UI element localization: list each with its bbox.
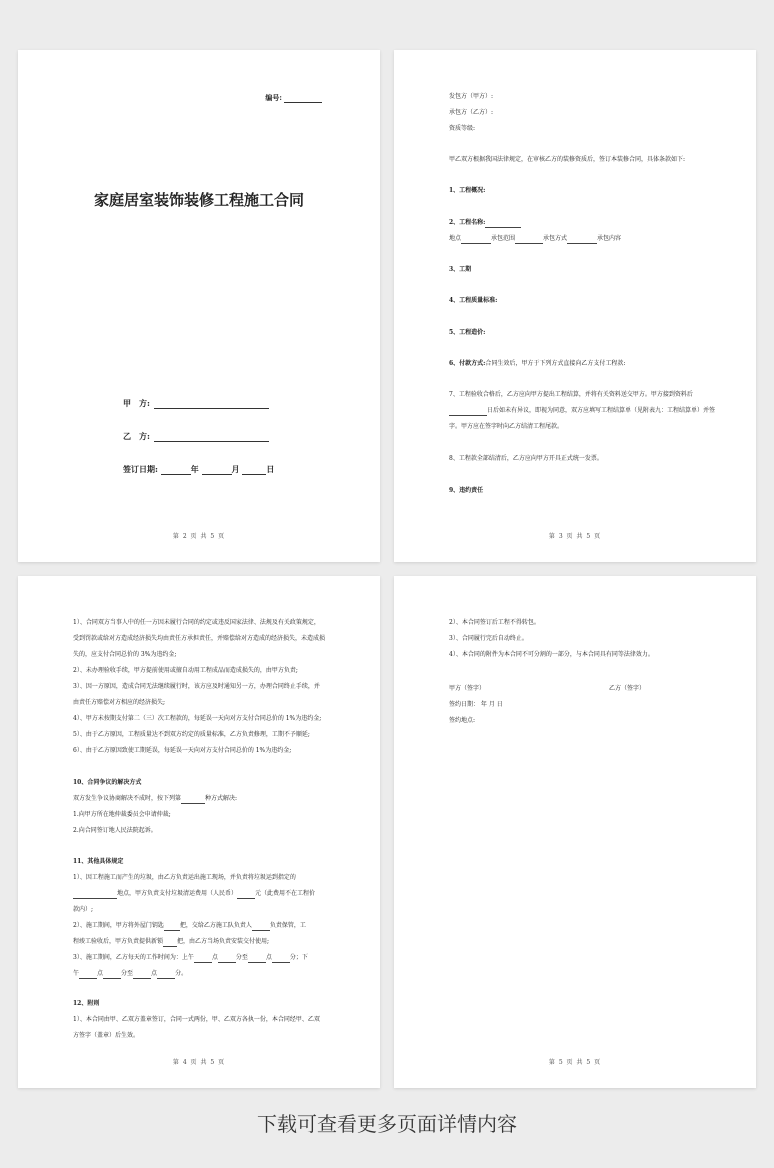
text-line: 1）、因工程施工而产生的垃圾，由乙方负责运出施工现场，并负责将垃圾运到指定的 — [73, 874, 296, 881]
text-line: 资质等级: — [449, 125, 476, 132]
inline-text: 点 — [265, 954, 272, 961]
inline-text: 把，交给乙方施工队负责人 — [179, 922, 252, 929]
text-line — [73, 969, 187, 979]
inline-text: 分至 — [121, 970, 134, 977]
party-a-row — [123, 398, 269, 409]
section-heading: 1、工程概况: — [449, 187, 486, 194]
text-line: 失的，应支付合同总价的 3%为违约金; — [73, 651, 177, 658]
text-line — [449, 234, 621, 244]
inline-text: 合同生效后，甲方于下列方式直接向乙方支付工程款: — [485, 360, 626, 367]
day-blank[interactable] — [242, 466, 266, 475]
place-blank[interactable] — [73, 891, 117, 899]
party-a-blank[interactable] — [154, 400, 269, 409]
time-blank[interactable] — [79, 971, 97, 979]
section-heading-text: 2、工程名称: — [449, 219, 486, 226]
page-footer: 第 5 页 共 5 页 — [548, 1059, 602, 1066]
party-a-signature: 甲方（签字） — [449, 685, 486, 692]
text-line: 5）、由于乙方原因，工程质量达不到双方约定的质量标准，乙方负责修理，工期不予顺延; — [73, 731, 310, 738]
party-b-signature: 乙方（签字） — [609, 685, 646, 692]
text-line: 款内）; — [73, 906, 94, 913]
contract-number-blank[interactable] — [284, 102, 322, 103]
text-line: 2.向合同签订地人民法院起诉。 — [73, 827, 157, 834]
text-line: 承包方（乙方）: — [449, 109, 494, 116]
inline-label: 承包范围 — [491, 235, 516, 242]
inline-text: 双方发生争议协商解决不成时，按下列第 — [73, 795, 182, 802]
year-label: 年 — [190, 464, 199, 474]
inline-text: 分。 — [175, 970, 188, 977]
text-line — [73, 921, 306, 931]
day-label: 日 — [266, 464, 275, 474]
party-a-label: 甲 方: — [123, 398, 150, 408]
inline-text: 2）、施工期间，甲方将外屋门钥匙 — [73, 922, 164, 929]
text-line — [73, 794, 237, 804]
text-line: 受到罚款或给对方造成经济损失均由责任方承担责任，并赔偿给对方造成的经济损失，未造成损 — [73, 635, 326, 642]
time-blank[interactable] — [157, 971, 175, 979]
days-blank[interactable] — [449, 408, 487, 416]
inline-label: 地点 — [449, 235, 462, 242]
inline-text: 元（此费用不在工程价 — [255, 890, 316, 897]
page-4 — [18, 576, 380, 1088]
party-b-blank[interactable] — [154, 433, 269, 442]
sign-date: 签约日期： 年 月 日 — [449, 701, 503, 708]
inline-text: 点 — [211, 954, 218, 961]
text-line: 6）、由于乙方原因致使工期延误，每延误一天向对方支付合同总价的 1%为违约金; — [73, 747, 292, 754]
text-line: 8、工程款全部结清后，乙方应向甲方开具正式统一发票。 — [449, 455, 603, 462]
inline-text: 分；下 — [289, 954, 308, 961]
option-blank[interactable] — [181, 796, 205, 804]
inline-text: 分至 — [235, 954, 248, 961]
text-line: 字。甲方应在签字时向乙方结清工程尾款。 — [449, 423, 564, 430]
time-blank[interactable] — [103, 971, 121, 979]
inline-text: 午 — [73, 970, 80, 977]
sign-date-label: 签订日期: — [123, 464, 158, 474]
sign-date-row — [123, 464, 274, 475]
page-5 — [394, 576, 756, 1088]
text-line — [449, 359, 625, 369]
text-line — [73, 953, 308, 963]
section-heading: 10、合同争议的解决方式 — [73, 779, 142, 786]
location-blank[interactable] — [461, 236, 491, 244]
section-heading — [449, 218, 521, 228]
page-footer: 第 2 页 共 5 页 — [172, 533, 226, 540]
page-title: 家庭居室装饰装修工程施工合同 — [93, 191, 304, 209]
inline-text: 日后如未有异议，即视为同意，双方应填写工程结算单（见附表九：工程结算单）并签 — [487, 407, 716, 414]
contract-number — [265, 93, 322, 103]
keeper-blank[interactable] — [252, 923, 270, 931]
text-line: 4）、本合同的附件为本合同不可分割的一部分，与本合同具有同等法律效力。 — [449, 651, 654, 658]
text-line: 甲乙双方根据我国法律规定，在审核乙方的装修资质后，签订本装修合同，具体条款如下: — [449, 156, 686, 163]
section-heading: 3、工期 — [449, 266, 472, 273]
download-caption: 下载可查看更多页面详情内容 — [257, 1112, 517, 1136]
inline-text: 把，由乙方当场负责安装交付使用; — [177, 938, 270, 945]
text-line: 方签字（盖章）后生效。 — [73, 1032, 140, 1039]
method-blank[interactable] — [567, 236, 597, 244]
inline-text: 3）、施工期间，乙方每天的工作时间为：上午 — [73, 954, 194, 961]
text-line: 由责任方赔偿对方相应的经济损失; — [73, 699, 166, 706]
time-blank[interactable] — [248, 955, 266, 963]
amount-blank[interactable] — [237, 891, 255, 899]
text-line — [449, 406, 715, 416]
section-heading: 9、违约责任 — [449, 487, 484, 494]
inline-label: 承包方式 — [543, 235, 568, 242]
section-heading: 5、工程造价: — [449, 329, 486, 336]
time-blank[interactable] — [272, 955, 290, 963]
locks-blank[interactable] — [163, 939, 177, 947]
text-line: 3）、合同履行完后自动终止。 — [449, 635, 528, 642]
time-blank[interactable] — [218, 955, 236, 963]
text-line: 发包方（甲方）: — [449, 93, 494, 100]
text-line: 2）、未办理验收手续，甲方提前使用或擅自动用工程成品而造成损失的，由甲方负责; — [73, 667, 298, 674]
sign-place: 签约地点: — [449, 717, 476, 724]
keys-blank[interactable] — [164, 923, 180, 931]
inline-text: 地点，甲方负责支付垃圾清运费用（人民币） — [117, 890, 238, 897]
month-blank[interactable] — [202, 466, 232, 475]
party-b-row — [123, 431, 269, 442]
inline-text: 点 — [151, 970, 158, 977]
text-line: 1）、合同双方当事人中的任一方因未履行合同的约定或违反国家法律、法规及有关政策规定， — [73, 619, 320, 626]
text-line: 3）、因一方原因，造成合同无法继续履行时，该方应及时通知另一方，办理合同终止手续，并 — [73, 683, 320, 690]
section-heading: 12、附则 — [73, 1000, 100, 1007]
section-heading: 11、其他具体规定 — [73, 858, 124, 865]
scope-blank[interactable] — [515, 236, 543, 244]
year-blank[interactable] — [161, 466, 191, 475]
section-heading: 4、工程质量标准: — [449, 297, 498, 304]
section-heading-text: 6、付款方式: — [449, 360, 486, 367]
inline-text: 程竣工验收后，甲方负责提供新锁 — [73, 938, 164, 945]
text-line: 2）、本合同签订后工程不得转包。 — [449, 619, 540, 626]
text-line: 1）、本合同由甲、乙双方盖章签订，合同一式两份，甲、乙双方各执一份，本合同经甲、乙双 — [73, 1016, 320, 1023]
page-footer: 第 4 页 共 5 页 — [172, 1059, 226, 1066]
time-blank[interactable] — [194, 955, 212, 963]
text-line — [73, 937, 269, 947]
contract-number-label: 编号: — [265, 93, 282, 102]
page-cover — [18, 50, 380, 562]
text-line: 4）、甲方未按期支付第二（三）次工程款的，每延误一天向对方支付合同总价的 1%为违约金; — [73, 715, 322, 722]
inline-label: 承包内容 — [597, 235, 622, 242]
inline-text: 种方式解决: — [205, 795, 238, 802]
text-line: 7、工程验收合格后，乙方应向甲方提出工程结算，并将有关资料送交甲方。甲方接到资料后 — [449, 391, 693, 398]
inline-text: 点 — [97, 970, 104, 977]
inline-text: 负责保管，工 — [269, 922, 306, 929]
page-footer: 第 3 页 共 5 页 — [548, 533, 602, 540]
text-line: 1.向甲方所在地仲裁委员会申请仲裁; — [73, 811, 171, 818]
month-label: 月 — [231, 464, 240, 474]
party-b-label: 乙 方: — [123, 431, 150, 441]
time-blank[interactable] — [133, 971, 151, 979]
page-3 — [394, 50, 756, 562]
project-name-blank[interactable] — [485, 220, 521, 228]
text-line — [73, 889, 315, 899]
